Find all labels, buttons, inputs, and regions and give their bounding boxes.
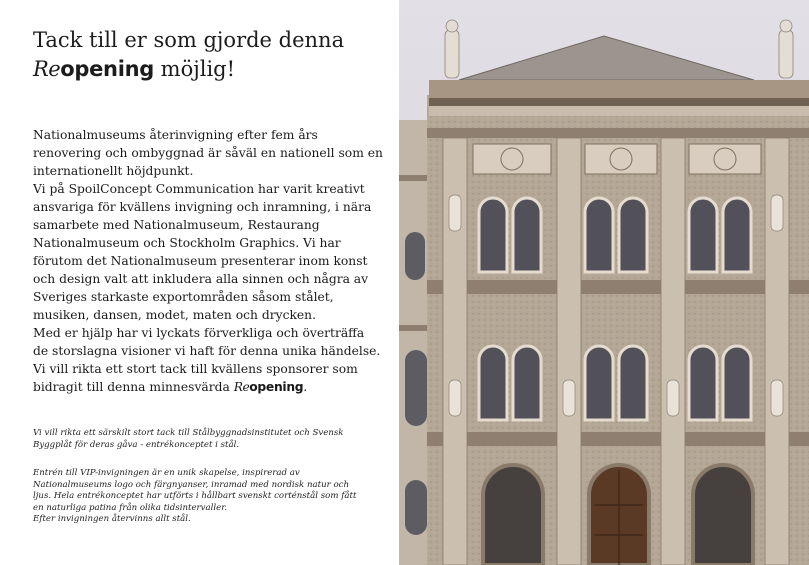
body-paragraph-4 (33, 360, 383, 396)
footnote-entrance-text: Entrén till VIP-invigningen är en unik skapelse, inspirerad av Nationalmuseums logo och färgnyanser, inramad med nordisk natur och ljus. Hela entrékonceptet har utförts i hållbart svenskt corténstål som fått en naturliga patina från olika tidsintervaller. (33, 468, 357, 513)
brand-opening: opening (60, 57, 154, 81)
title-line-1: Tack till er som gjorde denna (33, 28, 345, 52)
body-p4-end: . (303, 380, 308, 394)
text-page (0, 0, 400, 565)
footnote-recycle-text: Efter invigningen återvinns allt stål. (33, 514, 191, 525)
museum-facade-illustration (399, 0, 809, 565)
body-brand-opening: opening (249, 380, 304, 394)
body-paragraph-1: Nationalmuseums återinvigning efter fem års renovering och ombyggnad är såväl en nationell som en internationellt höjdpunkt. (33, 128, 383, 178)
title-line-2: möjlig! (153, 57, 236, 81)
body-p4-text: Vi vill rikta ett stort tack till kvällens sponsorer som bidragit till denna minnesvärda (33, 362, 358, 394)
body-paragraph-3: Med er hjälp har vi lyckats förverkliga och överträffa de storslagna visioner vi haft för denna unika händelse. (33, 326, 381, 358)
brand-re: Re (33, 57, 61, 81)
footnote-thanks-text: Vi vill rikta ett särskilt stort tack till Stålbyggnadsinstitutet och Svensk Byggplåt för deras gåva - entrékonceptet i stål. (33, 428, 344, 450)
page-title (33, 26, 393, 84)
footnote-entrance (33, 468, 363, 526)
body-paragraph-2: Vi på SpoilConcept Communication har varit kreativt ansvariga för kvällens invigning och inramning, i nära samarbete med Nationalmuseum, Restaurang Nationalmuseum och Stockholm Graphics. Vi har förutom det Nationalmuseum presenterar inom konst och design valt att inkludera alla sinnen och några av Sveriges starkaste exportområden såsom stålet, musiken, dansen, modet, maten och drycken. (33, 182, 372, 322)
body-text (33, 126, 383, 396)
footnote-thanks (33, 428, 363, 451)
body-brand-re: Re (233, 380, 250, 394)
